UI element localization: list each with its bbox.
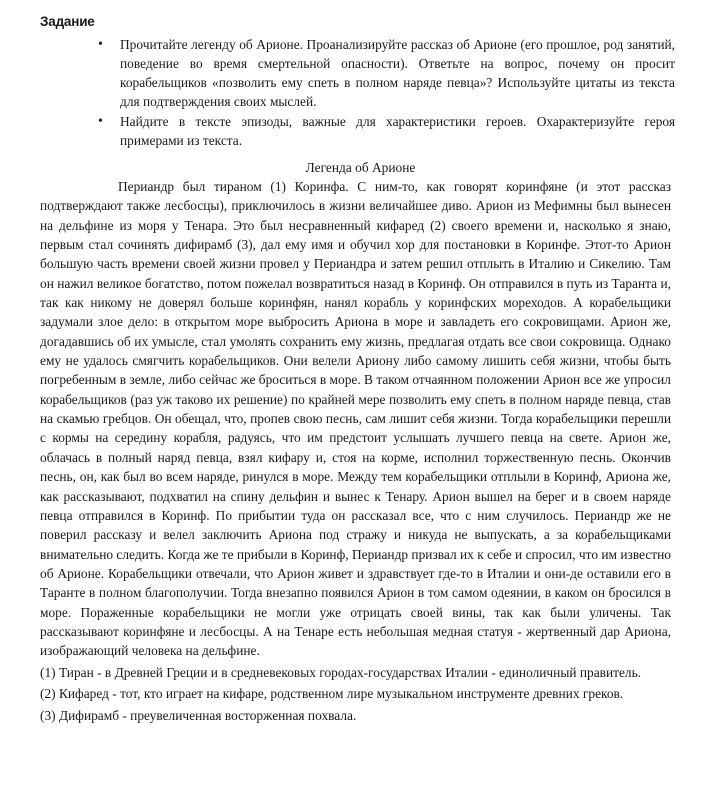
task-list — [40, 35, 681, 150]
footnotes — [40, 664, 681, 726]
legend-title: Легенда об Арионе — [305, 160, 416, 175]
legend-text: Периандр был тираном (1) Коринфа. С ним-то, как говорят коринфяне (и этот рассказ подтверждают также лесбосцы), приключилось в жизни величайшее диво. Арион из Мефимны был вынесен на дельфине из моря у Тенара. Это был несравненный кифаред (2) своего времени и, насколько я знаю, первым стал сочинять дифирамб (3), дал ему имя и обучил хор для постановки в Коринфе. Этот-то Арион большую часть времени своей жизни провел у Периандра и затем решил отплыть в Италию и Сикелию. Там он нажил великое богатство, потом пожелал возвратиться назад в Коринф. Он отправился в путь из Таранта и, так как никому не доверял больше коринфян, нанял корабль у коринфских мореходов. А корабельщики задумали злое дело: в открытом море выбросить Ариона в море и завладеть его сокровищами. Арион же, догадавшись об их умысле, стал умолять сохранить ему жизнь, предлагая отдать все свои сокровища. Однако ему не удалось смягчить корабельщиков. Они велели Ариону либо самому лишить себя жизни, чтобы быть погребенным в земле, либо сейчас же броситься в море. В таком отчаянном положении Арион все же упросил корабельщиков (раз уж таково их решение) по крайней мере позволить ему спеть в полном наряде певца, став на скамью гребцов. Он обещал, что, пропев свою песнь, сам лишит себя жизни. Тогда корабельщики перешли с кормы на середину корабля, радуясь, что им предстоит услышать лучшего певца на свете. Арион же, облачась в полный наряд певца, взял кифару и, стоя на корме, исполнил торжественную песнь. Окончив песнь, он, как был во всем наряде, ринулся в море. Между тем корабельщики отплыли в Коринф, Ариона же, как рассказывают, подхватил на спину дельфин и вынес к Тенару. Арион вышел на берег и в своем наряде певца отправился в Коринф. По прибытии туда он рассказал все, что с ним случилось. Периандр же не поверил рассказу и велел заключить Ариона под стражу и никуда не выпускать, а за корабельщиками внимательно следить. Когда же те прибыли в Коринф, Периандр призвал их к себе и спросил, что им известно об Арионе. Корабельщики отвечали, что Арион живет и здравствует где-то в Италии и они-де оставили его в Таранте в полном благополучии. Тогда внезапно появился Арион в том самом одеянии, в каком он бросился в море. Пораженные корабельщики не могли уже отрицать своей вины, так как были уличены. Так рассказывают коринфяне и лесбосцы. А на Тенаре есть небольшая медная статуя - жертвенный дар Ариона, изображающий человека на дельфине. — [40, 179, 671, 659]
task-heading: Задание — [40, 14, 95, 29]
task-item: • Найдите в тексте эпизоды, важные для характеристики героев. Охарактеризуйте героя примерами из текста. — [120, 112, 681, 150]
footnote-item: (1) Тиран - в Древней Греции и в средневековых городах-государствах Италии - единоличный правитель. — [40, 664, 642, 680]
footnote-item: (3) Дифирамб - преувеличенная восторженная похвала. — [40, 707, 357, 723]
task-item: • Прочитайте легенду об Арионе. Проанализируйте рассказ об Арионе (его прошлое, род занятий, поведение во время смертельной опасности). Ответьте на вопрос, почему он просит корабельщиков «позволить ему спеть в полном наряде певца»? Используйте цитаты из текста для подтверждения своих мыслей. — [120, 35, 681, 111]
footnote-item: (2) Кифаред - тот, кто играет на кифаре, родственном лире музыкальном инструменте древних греков. — [40, 686, 624, 702]
